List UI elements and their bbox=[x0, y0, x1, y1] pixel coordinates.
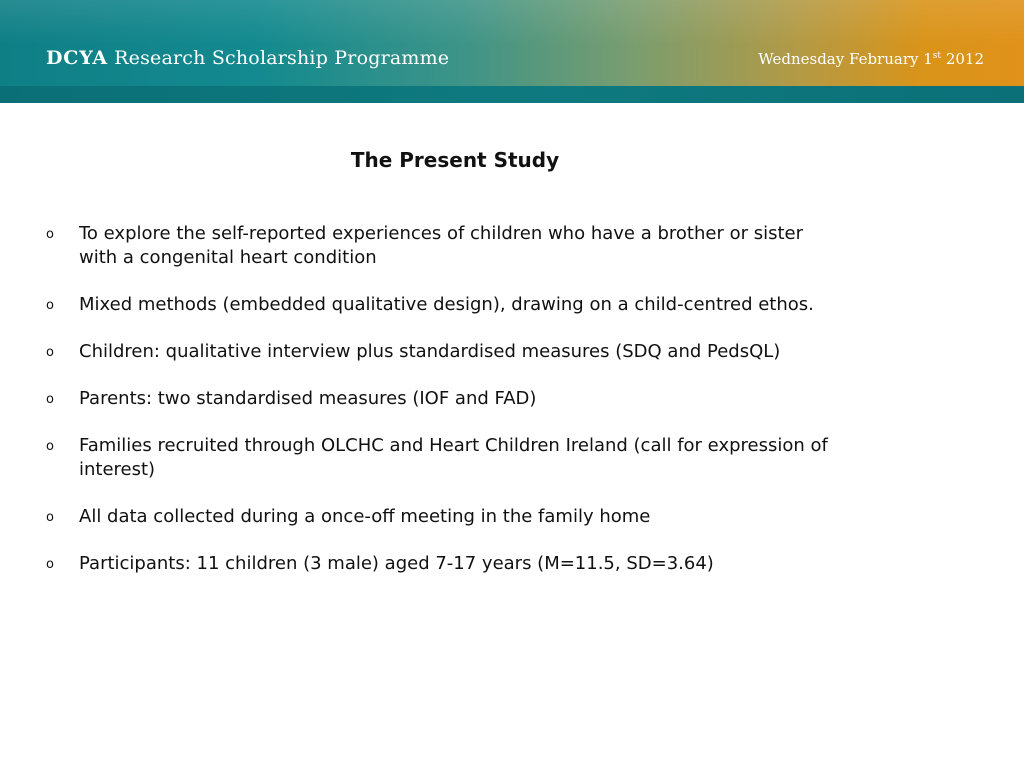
bullet-text: To explore the self-reported experiences of children who have a brother or sister with a congenital heart condition bbox=[79, 223, 803, 268]
bullet-marker-icon: o bbox=[46, 298, 54, 313]
bullet-text: Participants: 11 children (3 male) aged 7-17 years (M=11.5, SD=3.64) bbox=[79, 553, 714, 574]
programme-title bbox=[46, 47, 449, 69]
date-year: 2012 bbox=[945, 50, 984, 68]
bullet-item bbox=[46, 505, 846, 529]
bullet-item bbox=[46, 293, 846, 317]
bullet-marker-icon: o bbox=[46, 345, 54, 360]
header-banner bbox=[0, 0, 1024, 103]
bullet-marker-icon: o bbox=[46, 510, 54, 525]
bullet-item bbox=[46, 434, 846, 482]
bullet-text: All data collected during a once-off meeting in the family home bbox=[79, 506, 651, 527]
date-main: Wednesday February 1 bbox=[758, 50, 933, 68]
programme-name: Research Scholarship Programme bbox=[114, 47, 450, 69]
banner-strip bbox=[0, 86, 1024, 103]
bullet-marker-icon: o bbox=[46, 392, 54, 407]
bullet-marker-icon: o bbox=[46, 439, 54, 454]
date-suffix: st bbox=[932, 51, 942, 61]
bullet-item bbox=[46, 340, 846, 364]
slide-title: The Present Study bbox=[350, 148, 560, 172]
presentation-date bbox=[758, 50, 984, 68]
bullet-text: Mixed methods (embedded qualitative design), drawing on a child-centred ethos. bbox=[79, 294, 814, 315]
bullet-item bbox=[46, 222, 846, 270]
bullet-marker-icon: o bbox=[46, 227, 54, 242]
bullet-list bbox=[46, 222, 846, 599]
bullet-item bbox=[46, 387, 846, 411]
bullet-marker-icon: o bbox=[46, 557, 54, 572]
bullet-text: Children: qualitative interview plus standardised measures (SDQ and PedsQL) bbox=[79, 341, 781, 362]
bullet-text: Parents: two standardised measures (IOF and FAD) bbox=[79, 388, 537, 409]
bullet-item bbox=[46, 552, 846, 576]
bullet-text: Families recruited through OLCHC and Heart Children Ireland (call for expression of interest) bbox=[79, 435, 828, 480]
organization-name: DCYA bbox=[46, 47, 108, 69]
